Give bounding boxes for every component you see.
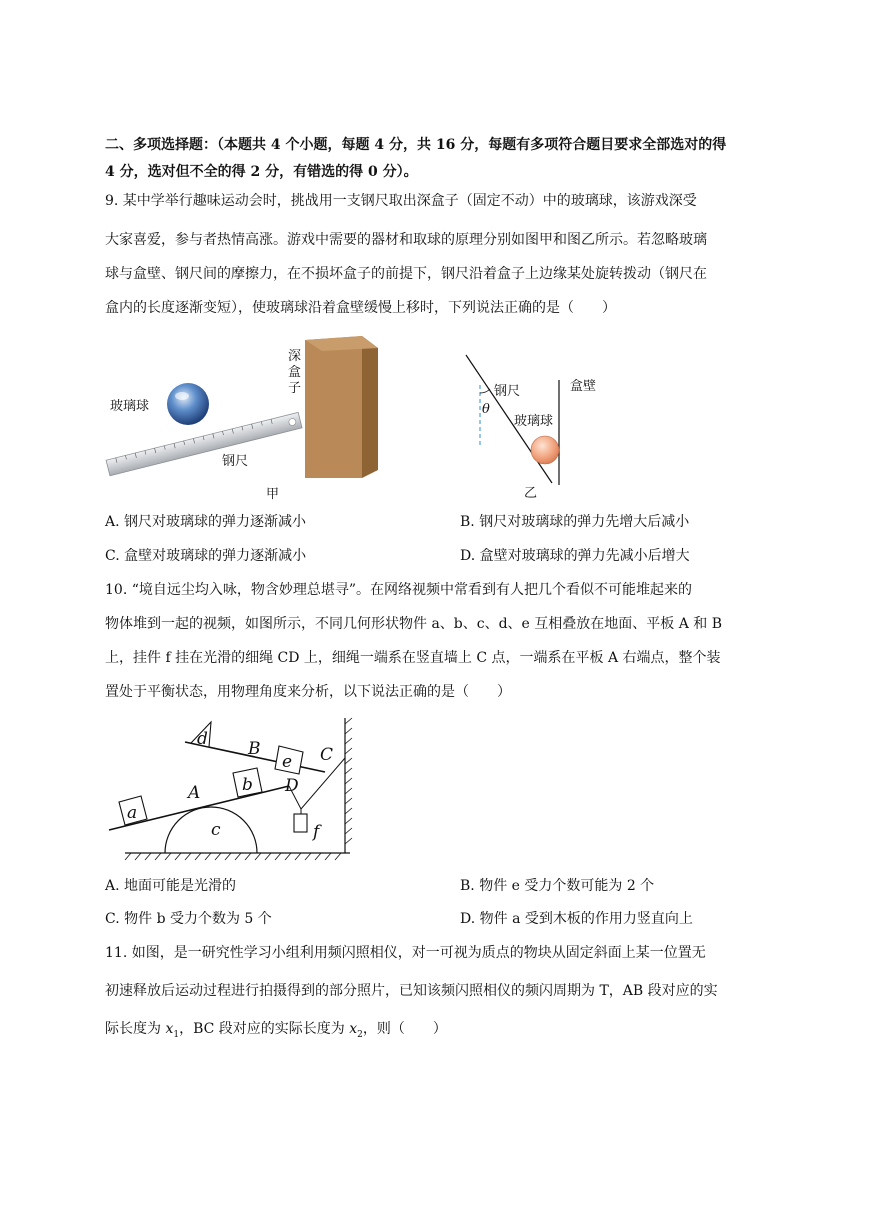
- q9-text-line1: 9. 某中学举行趣味运动会时，挑战用一支钢尺取出深盒子（固定不动）中的玻璃球，该游戏深受: [105, 193, 697, 209]
- ball-label-yi: 玻璃球: [514, 414, 554, 429]
- q11-text-line3: [105, 1019, 447, 1045]
- label-d: d: [197, 729, 208, 749]
- label-f: f: [313, 822, 320, 842]
- q11-text-line2: 初速释放后运动过程进行拍摄得到的部分照片，已知该频闪照相仪的频闪周期为 T，AB 段对应的实: [105, 983, 718, 999]
- q10-option-b[interactable]: B. 物件 e 受力个数可能为 2 个: [460, 878, 655, 894]
- box-label-char2: 盒: [288, 365, 302, 380]
- label-plank-a: A: [188, 783, 201, 803]
- q9-figure-yi: [460, 345, 620, 505]
- label-point-d: D: [285, 776, 299, 796]
- section-header-line1: 二、多项选择题：（本题共 4 个小题，每题 4 分，共 16 分，每题有多项符合题目要求全部选对的得: [105, 137, 727, 153]
- angle-label: θ: [482, 402, 490, 417]
- section-header-line2: 4 分，选对但不全的得 2 分，有错选的得 0 分）。: [105, 164, 418, 180]
- q10-text-line1: 10. “境自远尘均入咏，物含妙理总堪寻”。在网络视频中常看到有人把几个看似不可能堆起来的: [105, 582, 693, 598]
- q9-text-line4: 盒内的长度逐渐变短），使玻璃球沿着盒壁缓慢上移时，下列说法正确的是（ ）: [105, 300, 616, 316]
- q11-line3-pre: 际长度为: [105, 1021, 166, 1037]
- var-x1-sub: 1: [173, 1029, 180, 1040]
- var-x2-sub: 2: [357, 1029, 363, 1040]
- hanger-f: [294, 814, 307, 832]
- q9-option-b[interactable]: B. 钢尺对玻璃球的弹力先增大后减小: [460, 514, 690, 530]
- glass-ball-yi: [531, 436, 559, 464]
- q10-text-line4: 置处于平衡状态，用物理角度来分析，以下说法正确的是（ ）: [105, 684, 511, 700]
- q9-text-line3: 球与盒壁、钢尺间的摩擦力，在不损坏盒子的前提下，钢尺沿着盒子上边缘某处旋转拨动（钢尺在: [105, 266, 707, 282]
- label-point-c: C: [320, 745, 334, 765]
- label-plank-b: B: [248, 739, 261, 759]
- label-e: e: [282, 752, 293, 772]
- box-label-char3: 子: [288, 381, 302, 396]
- label-a: a: [127, 803, 138, 823]
- label-b: b: [242, 775, 253, 795]
- q10-figure: [105, 712, 355, 862]
- q10-option-d[interactable]: D. 物件 a 受到木板的作用力竖直向上: [460, 911, 693, 927]
- q11-text-line1: 11. 如图，是一研究性学习小组利用频闪照相仪，对一可视为质点的物块从固定斜面上某一位置无: [105, 945, 706, 961]
- q11-line3-mid: ，BC 段对应的实际长度为: [179, 1021, 350, 1037]
- caption-yi: 乙: [524, 486, 538, 501]
- ball-label-jia: 玻璃球: [110, 399, 150, 414]
- var-x2: x: [349, 1021, 358, 1037]
- steel-ruler-jia: [106, 412, 302, 475]
- deep-box-front: [305, 336, 362, 478]
- q9-option-d[interactable]: D. 盒壁对玻璃球的弹力先减小后增大: [460, 548, 690, 564]
- q10-option-c[interactable]: C. 物件 b 受力个数为 5 个: [105, 911, 272, 927]
- box-label-char1: 深: [288, 349, 302, 364]
- q9-option-c[interactable]: C. 盒壁对玻璃球的弹力逐渐减小: [105, 548, 307, 564]
- q10-option-a[interactable]: A. 地面可能是光滑的: [105, 878, 237, 894]
- q9-option-a[interactable]: A. 钢尺对玻璃球的弹力逐渐减小: [105, 514, 307, 530]
- angle-arc: [480, 389, 490, 393]
- ruler-label-yi: 钢尺: [494, 384, 521, 399]
- label-c: c: [211, 820, 221, 840]
- var-x1: x: [165, 1021, 174, 1037]
- q9-figure-jia: [100, 328, 430, 503]
- q10-text-line2: 物体堆到一起的视频，如图所示，不同几何形状物件 a、b、c、d、e 互相叠放在地面、平板 A 和 B: [105, 616, 723, 632]
- q10-text-line3: 上，挂件 f 挂在光滑的细绳 CD 上，细绳一端系在竖直墙上 C 点，一端系在平板 A 右端点，整个装: [105, 650, 721, 666]
- q11-line3-post: ，则（ ）: [362, 1021, 447, 1037]
- wall-label-yi: 盒壁: [570, 379, 597, 394]
- ruler-label-jia: 钢尺: [222, 454, 249, 469]
- caption-jia: 甲: [266, 487, 280, 502]
- q9-text-line2: 大家喜爱，参与者热情高涨。游戏中需要的器材和取球的原理分别如图甲和图乙所示。若忽略玻璃: [105, 232, 707, 248]
- glass-ball-jia: [167, 383, 209, 425]
- deep-box-side: [362, 336, 378, 478]
